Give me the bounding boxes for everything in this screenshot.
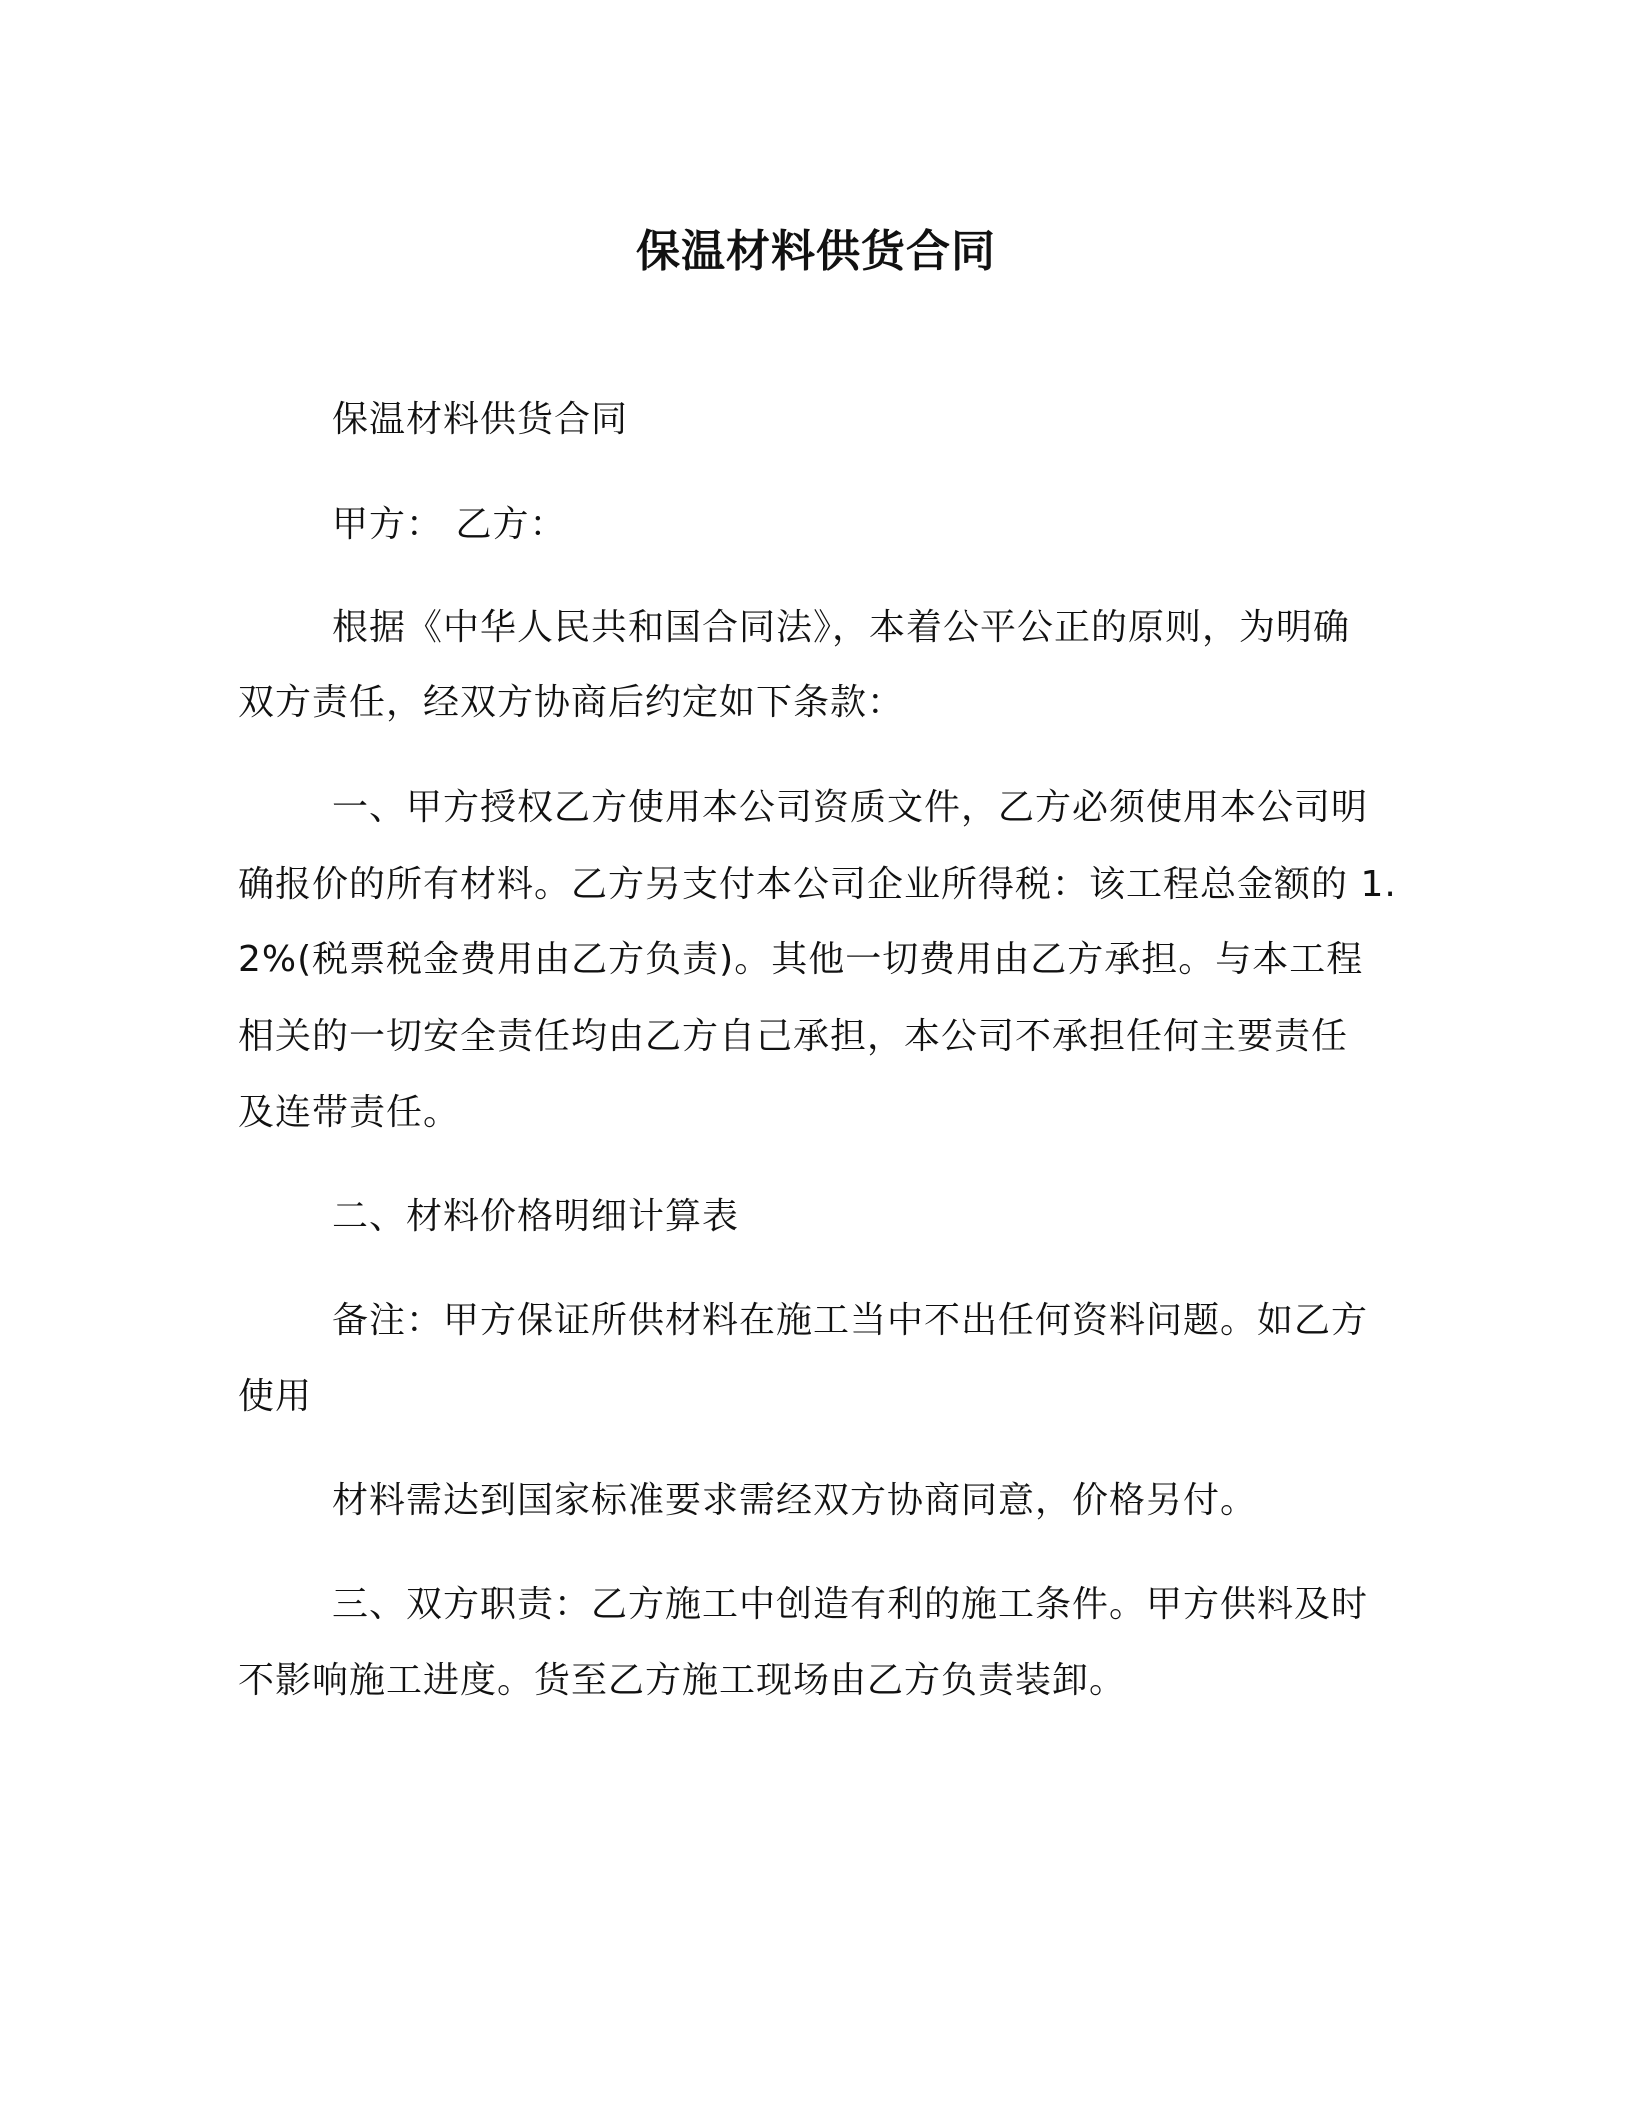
body-line-preamble-1: 根据《中华人民共和国合同法》，本着公平公正的原则，为明确 [332, 607, 1351, 648]
body-line-clause1-5: 及连带责任。 [238, 1092, 461, 1133]
body-line-preamble-2: 双方责任，经双方协商后约定如下条款： [238, 682, 905, 723]
body-line-note-2: 使用 [238, 1376, 313, 1417]
body-line-clause1-4: 相关的一切安全责任均由乙方自己承担，本公司不承担任何主要责任 [238, 1016, 1349, 1057]
body-line-clause3-1: 三、双方职责：乙方施工中创造有利的施工条件。甲方供料及时 [332, 1584, 1369, 1625]
body-line-clause1-1: 一、甲方授权乙方使用本公司资质文件，乙方必须使用本公司明 [332, 787, 1369, 828]
body-line-note-1: 备注：甲方保证所供材料在施工当中不出任何资料问题。如乙方 [332, 1300, 1369, 1341]
body-line-clause1-3: 2%(税票税金费用由乙方负责)。其他一切费用由乙方承担。与本工程 [238, 939, 1364, 980]
body-line-parties: 甲方： 乙方： [332, 504, 567, 545]
body-line-note-3: 材料需达到国家标准要求需经双方协商同意，价格另付。 [332, 1480, 1258, 1521]
document-title: 保温材料供货合同 [636, 226, 996, 277]
body-line-clause2: 二、材料价格明细计算表 [332, 1196, 740, 1237]
body-line-heading: 保温材料供货合同 [332, 399, 629, 440]
body-line-clause3-2: 不影响施工进度。货至乙方施工现场由乙方负责装卸。 [238, 1660, 1127, 1701]
body-line-clause1-2: 确报价的所有材料。乙方另支付本公司企业所得税：该工程总金额的 1. [238, 864, 1397, 905]
